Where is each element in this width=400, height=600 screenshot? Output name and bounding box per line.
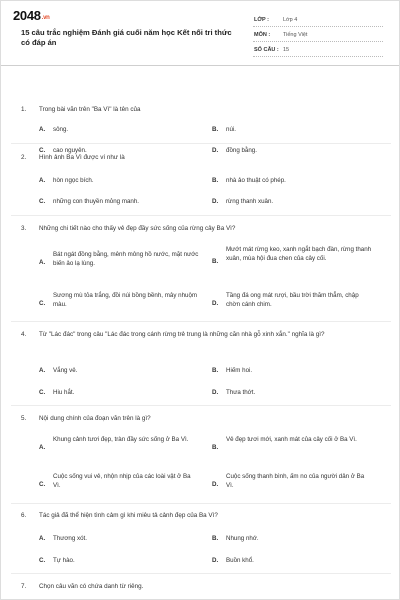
option-text: Mướt mát rừng keo, xanh ngắt bạch đàn, rừng thanh xuân, mùa hội đua chen của cây cối. (226, 246, 372, 262)
option-letter: C. (39, 557, 46, 564)
option-text: những con thuyền mỏng manh. (53, 198, 140, 205)
option-text: Buồn khổ. (226, 557, 254, 564)
site-logo[interactable] (13, 8, 50, 23)
header (1, 1, 400, 63)
question-prompt: Những chi tiết nào cho thấy vẻ đẹp đầy sức sống của rừng cây Ba Vì? (39, 225, 236, 232)
option-letter: D. (212, 557, 219, 564)
option-c[interactable] (39, 292, 199, 309)
question-number: 2. (21, 154, 27, 161)
option-letter: A. (39, 444, 46, 451)
option-b[interactable] (212, 535, 372, 544)
option-text: Tầng đá ong mát rượi, bầu trời thăm thẳm, chập chờn cánh chim. (226, 292, 359, 308)
option-text: rừng thanh xuân. (226, 198, 274, 205)
option-letter: B. (212, 126, 219, 133)
option-d[interactable] (212, 557, 372, 566)
option-letter: D. (212, 147, 219, 154)
question-prompt: Trong bài văn trên "Ba Vì" là tên của (39, 106, 141, 113)
option-letter: C. (39, 300, 46, 307)
option-b[interactable] (212, 367, 372, 376)
meta-count (253, 44, 383, 57)
option-a[interactable] (39, 367, 199, 376)
option-text: sông. (53, 126, 69, 133)
option-a[interactable] (39, 436, 199, 451)
question-divider (11, 405, 391, 406)
question-prompt: Từ "Lác đác" trong câu "Lác đác trong cánh rừng trẻ trung là những căn nhà gỗ xinh xắn." nghĩa là gì? (39, 331, 325, 338)
option-text: Nhung nhớ. (226, 535, 259, 542)
option-letter: B. (212, 444, 219, 451)
option-c[interactable] (39, 473, 199, 490)
question-number: 3. (21, 225, 27, 232)
option-b[interactable] (212, 126, 372, 135)
option-text: Thương xót. (53, 535, 87, 542)
meta-grade-key: LỚP : (254, 17, 269, 23)
logo-domain: .vn (41, 15, 50, 21)
meta-subject-value: Tiếng Việt (283, 32, 308, 38)
option-letter: B. (212, 367, 219, 374)
question-number: 4. (21, 331, 27, 338)
option-text: Vắng vẻ. (53, 367, 78, 374)
question-text (21, 582, 381, 591)
option-text: Hiu hắt. (53, 389, 75, 396)
option-text: nhà ảo thuật có phép. (226, 177, 286, 184)
question-divider (11, 143, 391, 144)
option-letter: D. (212, 389, 219, 396)
option-a[interactable] (39, 126, 199, 135)
option-a[interactable] (39, 535, 199, 544)
option-letter: B. (212, 258, 219, 265)
question-text (21, 330, 381, 339)
option-text: Vẻ đẹp tươi mới, xanh mát của cây cối ở Ba Vì. (226, 436, 357, 443)
option-text: hòn ngọc bích. (53, 177, 94, 184)
option-letter: C. (39, 147, 46, 154)
meta-subject (253, 29, 383, 42)
option-letter: D. (212, 198, 219, 205)
option-d[interactable] (212, 473, 372, 490)
question-text (21, 224, 381, 233)
question-prompt: Tác giả đã thể hiện tình cảm gì khi miêu tả cảnh đẹp của Ba Vì? (39, 512, 218, 519)
header-divider (1, 65, 400, 66)
question-prompt: Nội dung chính của đoạn văn trên là gì? (39, 415, 151, 422)
question-divider (11, 503, 391, 504)
logo-main: 2048 (13, 8, 41, 23)
option-b[interactable] (212, 177, 372, 186)
option-text: Thưa thớt. (226, 389, 256, 396)
meta-grade (253, 14, 383, 27)
option-a[interactable] (39, 251, 199, 268)
meta-subject-key: MÔN : (254, 32, 271, 38)
option-letter: A. (39, 367, 46, 374)
question-number: 1. (21, 106, 27, 113)
option-text: Khung cảnh tươi đẹp, tràn đầy sức sống ở Ba Vì. (53, 436, 189, 443)
option-text: đồng bằng. (226, 147, 257, 154)
question-prompt: Hình ảnh Ba Vì được ví như là (39, 154, 125, 161)
option-d[interactable] (212, 198, 372, 207)
option-letter: D. (212, 300, 219, 307)
option-letter: C. (39, 481, 46, 488)
option-letter: A. (39, 177, 46, 184)
question-number: 5. (21, 415, 27, 422)
option-c[interactable] (39, 389, 199, 398)
question-number: 6. (21, 512, 27, 519)
option-a[interactable] (39, 177, 199, 186)
question-text (21, 153, 381, 162)
option-d[interactable] (212, 389, 372, 398)
option-text: Cuộc sống vui vẻ, nhộn nhịp của các loài vật ở Ba Vì. (53, 473, 191, 489)
question-text (21, 414, 381, 423)
option-c[interactable] (39, 557, 199, 566)
option-text: Cuộc sống thanh bình, ấm no của người dân ở Ba Vì. (226, 473, 365, 489)
option-letter: A. (39, 259, 46, 266)
option-text: Tự hào. (53, 557, 75, 564)
question-prompt: Chọn câu văn có chứa danh từ riêng. (39, 583, 144, 590)
question-text (21, 511, 381, 520)
option-d[interactable] (212, 292, 372, 309)
question-divider (11, 573, 391, 574)
option-text: Hiếm hoi. (226, 367, 253, 374)
question-divider (11, 215, 391, 216)
option-letter: A. (39, 126, 46, 133)
option-b[interactable] (212, 436, 372, 451)
option-letter: A. (39, 535, 46, 542)
option-text: Bát ngát đồng bằng, mênh mông hồ nước, mặt nước biến ảo lạ lùng. (53, 251, 199, 267)
option-text: cao nguyên. (53, 147, 87, 154)
question-divider (11, 321, 391, 322)
meta-count-value: 15 (283, 47, 290, 53)
question-number: 7. (21, 583, 27, 590)
question-text (21, 105, 381, 114)
document-title: 15 câu trắc nghiệm Đánh giá cuối năm học Kết nối tri thức có đáp án (21, 28, 232, 47)
option-letter: B. (212, 177, 219, 184)
option-letter: D. (212, 481, 219, 488)
option-c[interactable] (39, 198, 199, 207)
meta-count-key: SỐ CÂU : (254, 47, 279, 53)
option-letter: B. (212, 535, 219, 542)
option-text: núi. (226, 126, 236, 133)
option-b[interactable] (212, 246, 372, 263)
option-letter: C. (39, 389, 46, 396)
meta-grade-value: Lớp 4 (283, 17, 298, 23)
option-text: Sương mù tỏa trắng, đồi núi bồng bềnh, mây nhuộm màu. (53, 292, 198, 308)
option-letter: C. (39, 198, 46, 205)
